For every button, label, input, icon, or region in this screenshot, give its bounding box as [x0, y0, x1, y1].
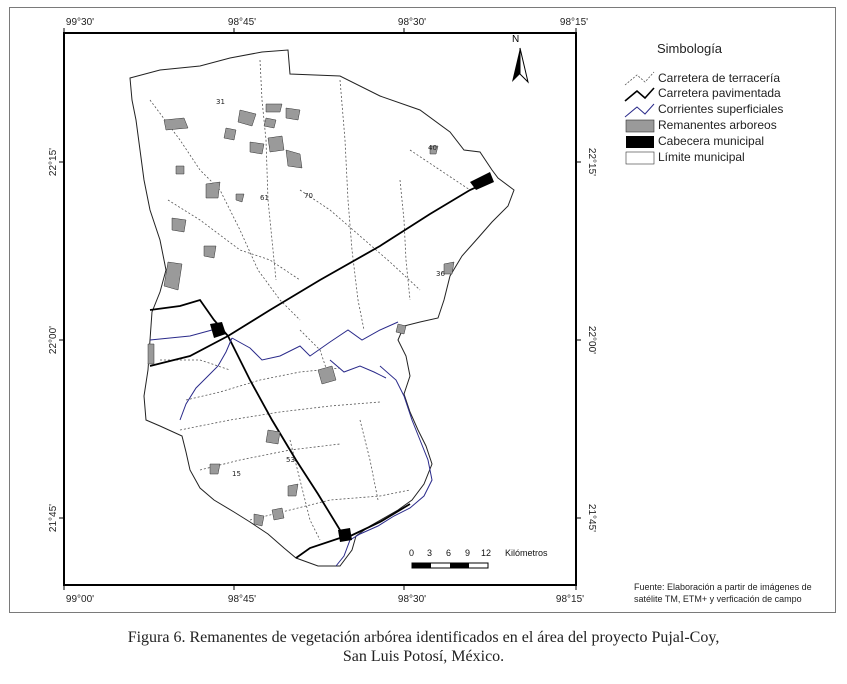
- svg-text:36: 36: [436, 270, 445, 278]
- legend-title: Simbología: [657, 41, 723, 56]
- svg-text:15: 15: [232, 470, 241, 478]
- coord-top-3: 98°30': [397, 17, 427, 28]
- north-arrow-icon: [512, 48, 528, 82]
- scale-unit: Kilómetros: [505, 548, 548, 558]
- coord-bottom-1: 99°00': [65, 594, 95, 605]
- coord-right-3: 21°45': [586, 503, 597, 533]
- coord-bottom-4: 98°15': [555, 594, 585, 605]
- scale-tick-12: 12: [481, 548, 492, 558]
- scale-tick-0: 0: [409, 548, 415, 558]
- source-note: Fuente: Elaboración a partir de imágenes de satélite TM, ETM+ y verficación de campo: [634, 582, 812, 604]
- coord-top-2: 98°45': [227, 17, 257, 28]
- coord-left-2: 22°00': [48, 325, 59, 355]
- legend-river-symbol: [625, 104, 654, 117]
- north-label: N: [512, 34, 520, 45]
- town-markers: [210, 172, 494, 542]
- coord-left-3: 21°45': [48, 503, 59, 533]
- coord-bottom-3: 98°30': [397, 594, 427, 605]
- svg-text:61: 61: [260, 194, 269, 202]
- figure-caption: [0, 628, 847, 666]
- legend-symbols: [625, 72, 654, 164]
- coord-left-1: 22°15': [48, 147, 59, 177]
- svg-text:31: 31: [216, 98, 225, 106]
- legend-item-paved-road: Carretera pavimentada: [658, 86, 781, 100]
- legend-boundary-symbol: [626, 152, 654, 164]
- svg-text:70: 70: [304, 192, 313, 200]
- tree-remnants: [148, 104, 454, 526]
- coordinate-ticks: [59, 28, 581, 590]
- coord-right-1: 22°15': [586, 147, 597, 177]
- svg-text:53: 53: [286, 456, 295, 464]
- legend-item-boundary: Límite municipal: [658, 150, 745, 164]
- scale-tick-3: 3: [427, 548, 433, 558]
- legend-remnant-symbol: [626, 120, 654, 132]
- svg-text:40: 40: [428, 144, 437, 152]
- scale-tick-6: 6: [446, 548, 452, 558]
- caption-line-2: San Luis Potosí, México.: [342, 648, 505, 665]
- legend-item-dirt-road: Carretera de terracería: [658, 71, 781, 85]
- scale-bar: [412, 563, 488, 568]
- legend-item-remnant: Remanentes arboreos: [658, 118, 777, 132]
- coord-top-4: 98°15': [559, 17, 589, 28]
- legend-dirt-road-symbol: [625, 72, 654, 85]
- scale-tick-9: 9: [465, 548, 471, 558]
- legend-item-town: Cabecera municipal: [658, 134, 765, 148]
- coord-top-1: 99°30': [65, 17, 95, 28]
- coord-right-2: 22°00': [586, 325, 597, 355]
- map-labels: [216, 98, 445, 478]
- legend-item-river: Corrientes superficiales: [658, 102, 784, 116]
- legend-paved-road-symbol: [625, 88, 654, 101]
- caption-line-1: Figura 6. Remanentes de vegetación arbórea identificados en el área del proyecto Pujal-Coy,: [127, 629, 720, 646]
- legend-town-symbol: [626, 136, 654, 148]
- coord-bottom-2: 98°45': [227, 594, 257, 605]
